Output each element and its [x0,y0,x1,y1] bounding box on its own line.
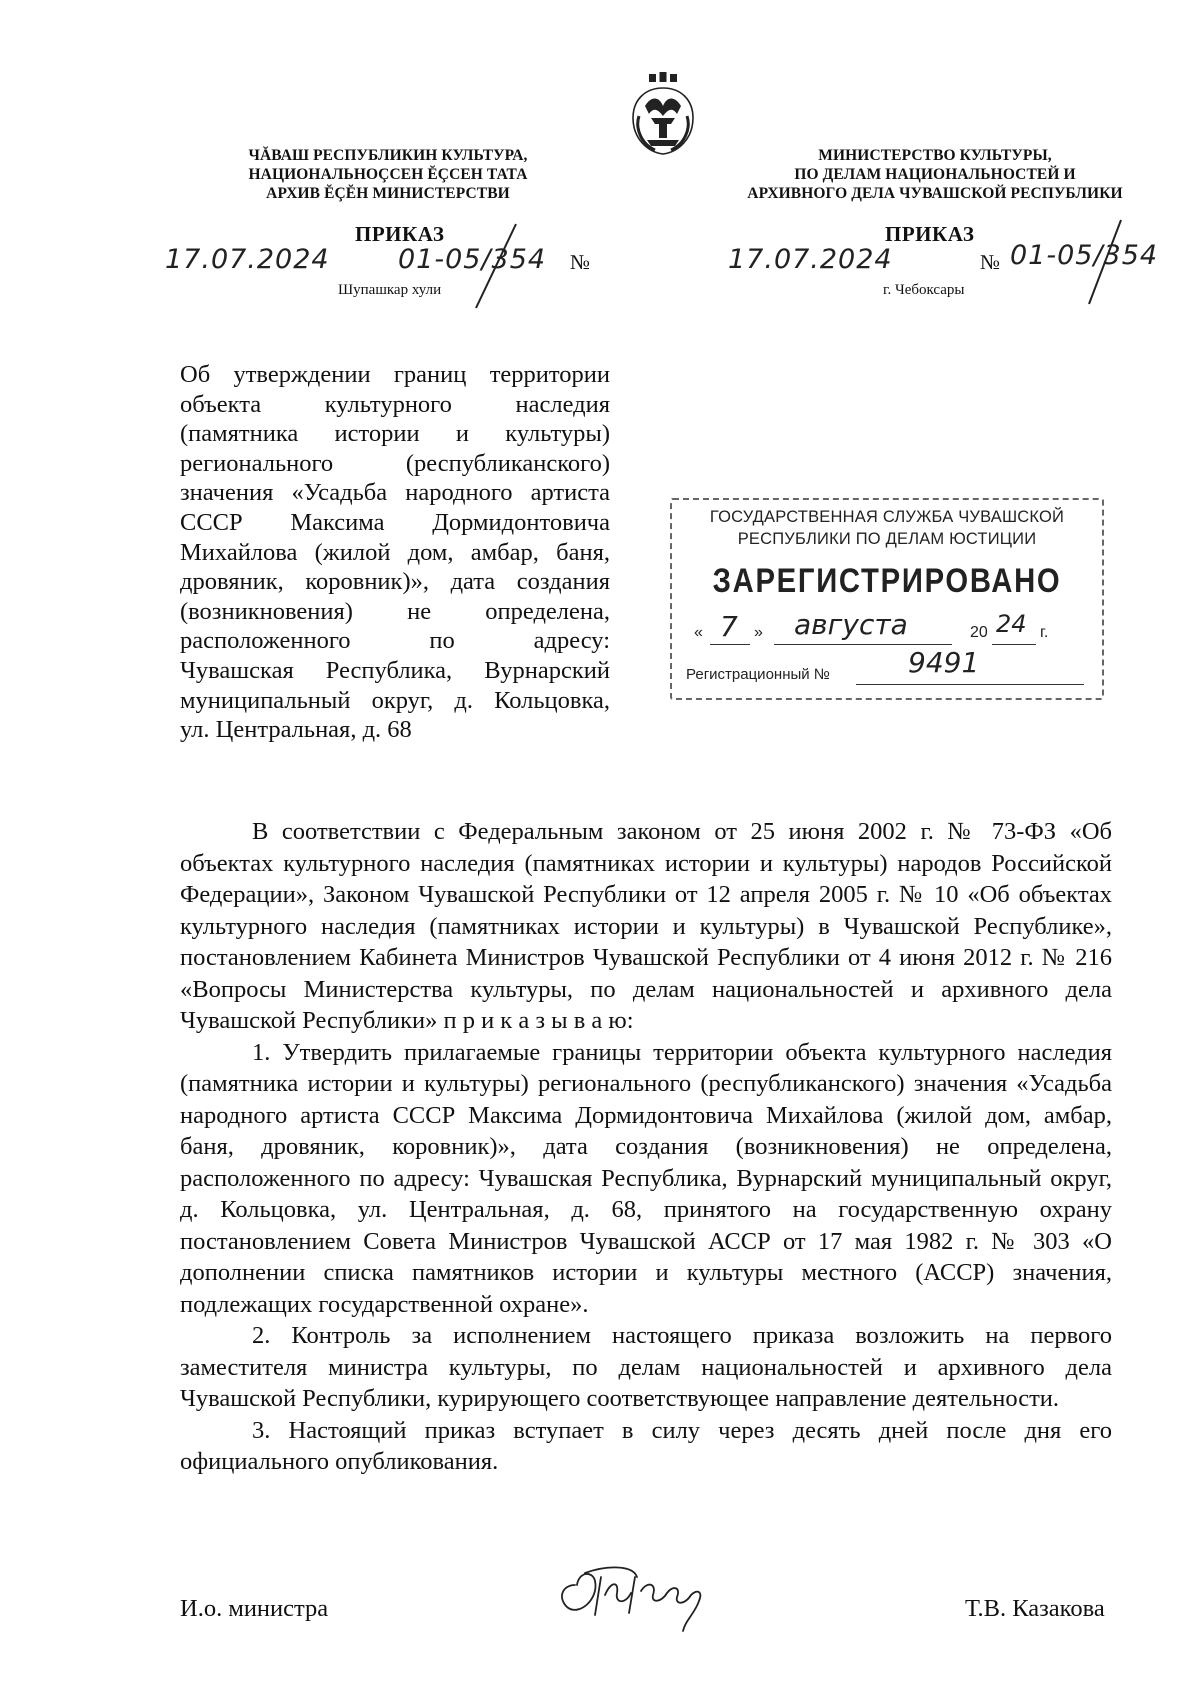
header-left-line2: НАЦИОНАЛЬНОÇСЕН ĔÇСЕН ТАТА [248,166,528,183]
subject-line: дровяник, коровник)», дата создания [180,568,610,596]
subject-line: ул. Центральная, д. 68 [180,716,412,744]
header-right-line1: МИНИСТЕРСТВО КУЛЬТУРЫ, [818,147,1052,164]
subject-line: Михайлова (жилой дом, амбар, баня, [180,538,610,566]
number-slash-right [1085,218,1125,308]
order-title-right: ПРИКАЗ [885,222,975,246]
stamp-reg-number: 9491 [908,646,980,679]
body-item-3: 3. Настоящий приказ вступает в силу через десять дней после дня его официального опубликования. [180,1416,1112,1475]
subject-line: СССР Максима Дормидонтовича [180,508,610,536]
signatory-name: Т.В. Казакова [965,1595,1105,1622]
subject-line: регионального (республиканского) [180,449,610,477]
order-number-left: 01-05/354 [398,244,547,275]
header-left [215,146,561,203]
stamp-date-line [694,608,1092,652]
stamp-line1: ГОСУДАРСТВЕННАЯ СЛУЖБА ЧУВАШСКОЙ [709,508,1065,526]
stamp-line2: РЕСПУБЛИКИ ПО ДЕЛАМ ЮСТИЦИИ [737,530,1037,548]
order-number-right: 01-05/354 [1010,240,1159,271]
body-item-2: 2. Контроль за исполнением настоящего приказа возложить на первого заместителя министра культуры, по делам национальностей и архивного дела Чувашской Республики, курирующего соответствующее направление деятельности. [180,1322,1112,1412]
stamp-reg-number-line [686,646,1092,690]
subject-line: (возникновения) не определена, [180,597,610,625]
coat-of-arms-emblem [625,66,701,158]
subject-line: значения «Усадьба народного артиста [180,479,610,507]
header-right-line2: ПО ДЕЛАМ НАЦИОНАЛЬНОСТЕЙ И [794,166,1076,183]
number-slash-left [470,222,520,312]
order-title-left: ПРИКАЗ [355,222,445,246]
order-date-right: 17.07.2024 [728,244,893,275]
header-left-line3: АРХИВ ĔÇĔН МИНИСТЕРСТВИ [266,185,510,202]
stamp-day: 7 [720,610,738,643]
subject-line: Об утверждении границ территории [180,361,610,388]
stamp-registered: ЗАРЕГИСТРИРОВАНО [712,562,1062,600]
subject-line: расположенного по адресу: [180,627,610,655]
order-subject [180,360,610,745]
stamp-quote-open: « [694,624,703,641]
city-left: Шупашкар хули [338,282,442,298]
number-sign-left: № [570,250,591,274]
order-body [180,816,1112,1478]
stamp-year-abbr: г. [1040,624,1049,641]
subject-line: объекта культурного наследия [180,390,610,418]
handwritten-signature [555,1555,725,1635]
body-item-1: 1. Утвердить прилагаемые границы территории объекта культурного наследия (памятника истории и культуры) регионального (республиканского) значения «Усадьба народного артиста СССР Максима Дормидонтовича Михайлова (жилой дом, амбар, баня, дровяник, коровник)», дата создания (возникновения) не определена, расположенного по адресу: Чувашская Республика, Вурнарский муниципальный округ, д. Кольцовка, ул. Центральная, д. 68, принятого на государственную охрану постановлением Совета Министров Чувашской АССР от 17 мая 1982 г. № 303 «О дополнении списка памятников истории и культуры местного (АССР) значения, подлежащих государственной охране». [180,1038,1112,1318]
body-preamble: В соответствии с Федеральным законом от 25 июня 2002 г. № 73-ФЗ «Об объектах культурного наследия (памятниках истории и культуры) народов Российской Федерации», Законом Чувашской Республики от 12 апреля 2005 г. № 10 «Об объектах культурного наследия (памятниках истории и культуры) в Чувашской Республике», постановлением Кабинета Министров Чувашской Республики от 4 июня 2012 г. № 216 «Вопросы Министерства культуры, по делам национальностей и архивного дела Чувашской Республики» п р и к а з ы в а ю: [180,818,1112,1034]
signatory-position: И.о. министра [180,1595,329,1622]
number-sign-right: № [980,250,1001,274]
header-left-line1: ЧĂВАШ РЕСПУБЛИКИН КУЛЬТУРА, [248,147,528,164]
city-right: г. Чебоксары [883,282,965,298]
subject-line: (памятника истории и культуры) [180,420,610,448]
stamp-year-prefix: 20 [970,624,988,641]
subject-line: муниципальный округ, д. Кольцовка, [180,686,610,714]
stamp-year-suffix: 24 [996,610,1027,638]
stamp-quote-close: » [754,624,763,641]
header-right [735,146,1135,203]
stamp-month: августа [794,608,908,641]
order-date-left: 17.07.2024 [165,244,330,275]
stamp-reg-label: Регистрационный № [686,666,830,683]
subject-line: Чувашская Республика, Вурнарский [180,656,610,684]
registration-stamp [670,498,1104,700]
header-right-line3: АРХИВНОГО ДЕЛА ЧУВАШСКОЙ РЕСПУБЛИКИ [747,185,1123,202]
